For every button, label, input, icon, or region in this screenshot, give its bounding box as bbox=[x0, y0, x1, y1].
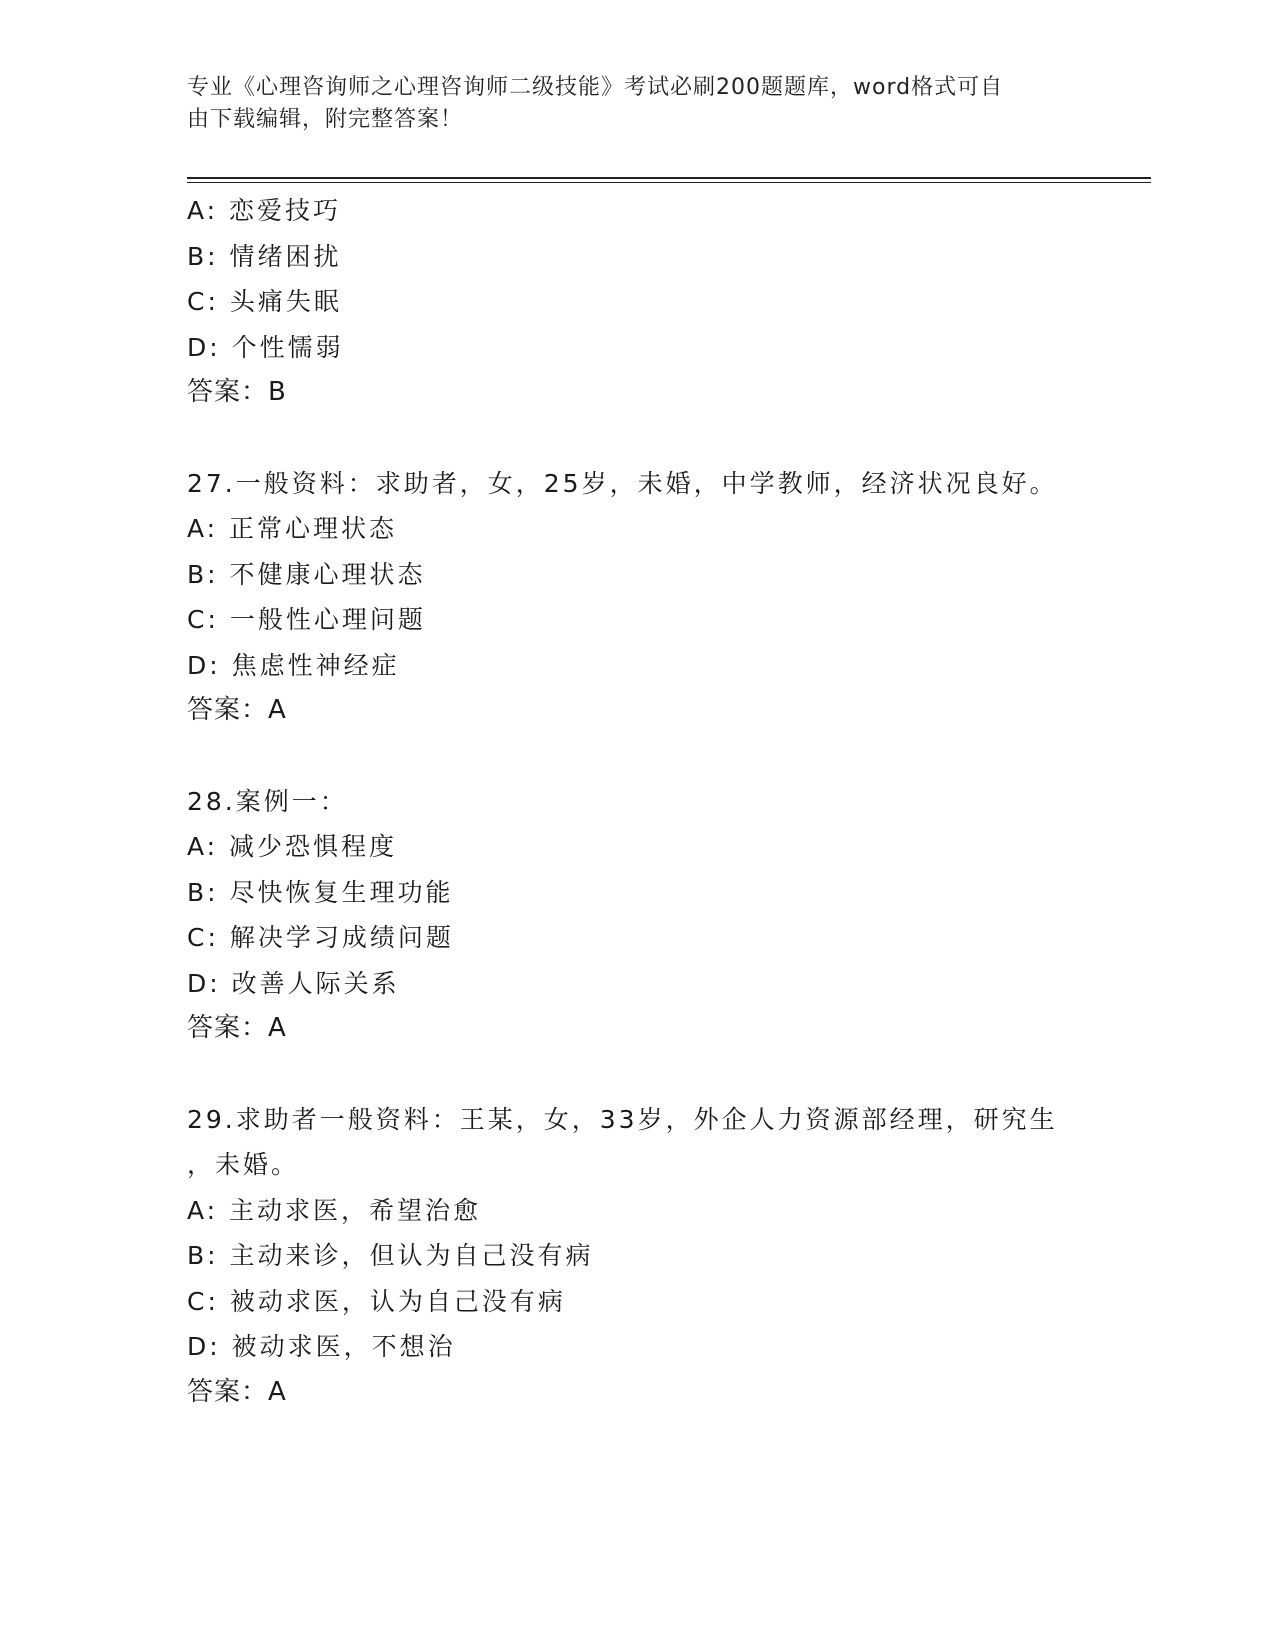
document-header bbox=[187, 72, 1087, 136]
question-title-line-1: 29.求助者一般资料：王某，女，33岁，外企人力资源部经理，研究生 bbox=[187, 1104, 1058, 1134]
option-d: D: 焦虑性神经症 bbox=[187, 650, 400, 680]
option-d: D: 改善人际关系 bbox=[187, 968, 400, 998]
question-28 bbox=[187, 779, 1087, 1052]
option-c: C: 被动求医，认为自己没有病 bbox=[187, 1286, 566, 1316]
spacer bbox=[187, 734, 1087, 779]
option-d: D: 个性懦弱 bbox=[187, 332, 344, 362]
answer-label: 答案：A bbox=[187, 695, 287, 725]
answer-label: 答案：B bbox=[187, 377, 287, 407]
option-c: C: 头痛失眠 bbox=[187, 287, 342, 316]
spacer bbox=[187, 416, 1087, 461]
answer-label: 答案：A bbox=[187, 1376, 287, 1407]
question-27 bbox=[187, 461, 1087, 734]
header-divider-thin bbox=[187, 182, 1151, 183]
option-b: B: 不健康心理状态 bbox=[187, 559, 426, 589]
question-29 bbox=[187, 1097, 1087, 1416]
answer-label: 答案：A bbox=[187, 1013, 287, 1043]
question-list bbox=[187, 188, 1087, 1415]
option-b: B: 尽快恢复生理功能 bbox=[187, 877, 454, 907]
option-a: A: 主动求医，希望治愈 bbox=[187, 1195, 482, 1225]
question-title-line-2: ，未婚。 bbox=[187, 1150, 300, 1179]
option-d: D: 被动求医，不想治 bbox=[187, 1332, 456, 1361]
option-a: A: 正常心理状态 bbox=[187, 514, 398, 543]
option-a: A: 减少恐惧程度 bbox=[187, 832, 398, 861]
question-title: 27.一般资料：求助者，女，25岁，未婚，中学教师，经济状况良好。 bbox=[187, 468, 1058, 498]
header-line-2: 由下载编辑，附完整答案！ bbox=[187, 107, 464, 132]
option-b: B: 主动来诊，但认为自己没有病 bbox=[187, 1241, 594, 1270]
option-c: C: 一般性心理问题 bbox=[187, 605, 426, 634]
option-a: A: 恋爱技巧 bbox=[187, 196, 342, 225]
option-b: B: 情绪困扰 bbox=[187, 241, 342, 271]
option-c: C: 解决学习成绩问题 bbox=[187, 923, 454, 952]
spacer bbox=[187, 1052, 1087, 1097]
question-title: 28.案例一： bbox=[187, 786, 348, 816]
header-divider-thick bbox=[187, 177, 1151, 179]
header-line-1: 专业《心理咨询师之心理咨询师二级技能》考试必刷200题题库，word格式可自 bbox=[187, 75, 1004, 100]
question-26 bbox=[187, 188, 1087, 416]
